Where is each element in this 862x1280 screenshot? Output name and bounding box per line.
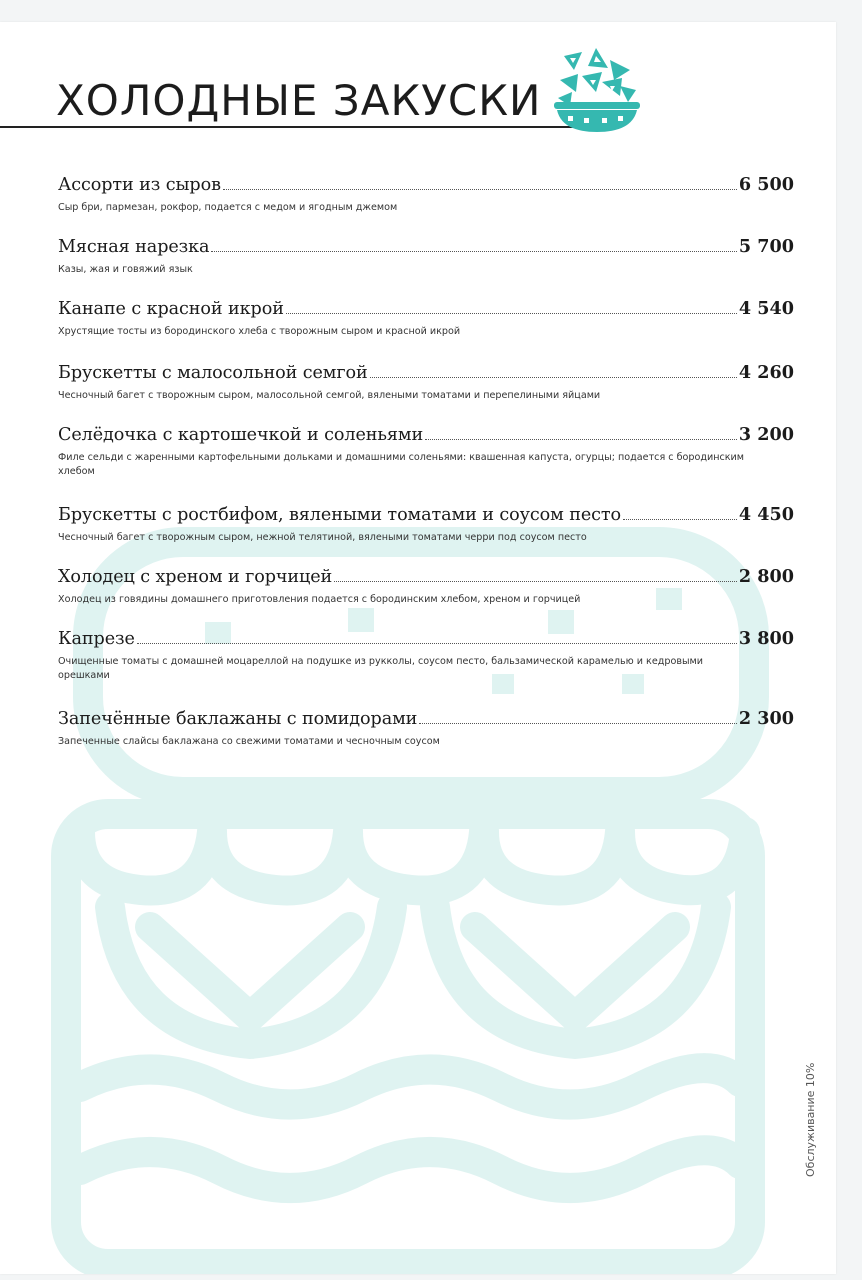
item-price: 3 800 [738,628,794,649]
title-underline [0,126,580,128]
item-price: 2 800 [738,566,794,587]
snack-bowl-icon [550,46,644,132]
menu-item [58,424,794,504]
dot-leader [370,377,737,378]
item-description: Филе сельди с жаренными картофельными дольками и домашними соленьями: квашенная капуста, огурцы; подается с бородинским хлебом [58,452,745,477]
menu-item [58,628,794,708]
item-name: Мясная нарезка [58,237,210,257]
item-price: 4 450 [738,504,794,525]
item-price: 2 300 [738,708,794,729]
dot-leader [137,643,737,644]
item-name: Ассорти из сыров [58,175,221,195]
item-price: 6 500 [738,174,794,195]
item-description: Хрустящие тосты из бородинского хлеба с творожным сыром и красной икрой [58,326,461,337]
dot-leader [211,251,736,252]
menu-item [58,236,794,298]
menu-list [58,174,794,770]
menu-item [58,566,794,628]
item-name: Капрезе [58,629,135,649]
item-name: Запечённые баклажаны с помидорами [58,709,418,729]
section-header [0,22,836,162]
dot-leader [334,581,737,582]
menu-item [58,298,794,362]
item-description: Казы, жая и говяжий язык [58,264,193,275]
item-name: Канапе с красной икрой [58,299,284,319]
dot-leader [425,439,737,440]
item-description: Чесночный багет с творожным сыром, малосольной семгой, вялеными томатами и перепелиными яйцами [58,390,601,401]
item-name: Брускетты с ростбифом, вялеными томатами и соусом песто [58,505,622,525]
item-description: Сыр бри, пармезан, рокфор, подается с медом и ягодным джемом [58,202,398,213]
dot-leader [223,189,737,190]
item-name: Селёдочка с картошечкой и соленьями [58,425,424,445]
item-name: Холодец с хреном и горчицей [58,567,333,587]
item-price: 3 200 [738,424,794,445]
menu-item [58,362,794,424]
service-charge-note: Обслуживание 10% [804,1062,817,1177]
item-price: 4 260 [738,362,794,383]
dot-leader [419,723,737,724]
menu-item [58,504,794,566]
item-price: 5 700 [738,236,794,257]
menu-page [0,22,836,1274]
dot-leader [623,519,737,520]
dot-leader [286,313,737,314]
item-description: Чесночный багет с творожным сыром, нежной телятиной, вялеными томатами черри под соусом песто [58,532,587,543]
item-description: Холодец из говядины домашнего приготовления подается с бородинским хлебом, хреном и горчицей [58,594,581,605]
item-description: Запеченные слайсы баклажана со свежими томатами и чесночным соусом [58,736,440,747]
item-description: Очищенные томаты с домашней моцареллой на подушке из рукколы, соусом песто, бальзамической карамелью и кедровыми орешками [58,656,704,681]
item-price: 4 540 [738,298,794,319]
menu-item [58,174,794,236]
menu-item [58,708,794,770]
page-title: ХОЛОДНЫЕ ЗАКУСКИ [56,76,542,125]
item-name: Брускетты с малосольной семгой [58,363,368,383]
